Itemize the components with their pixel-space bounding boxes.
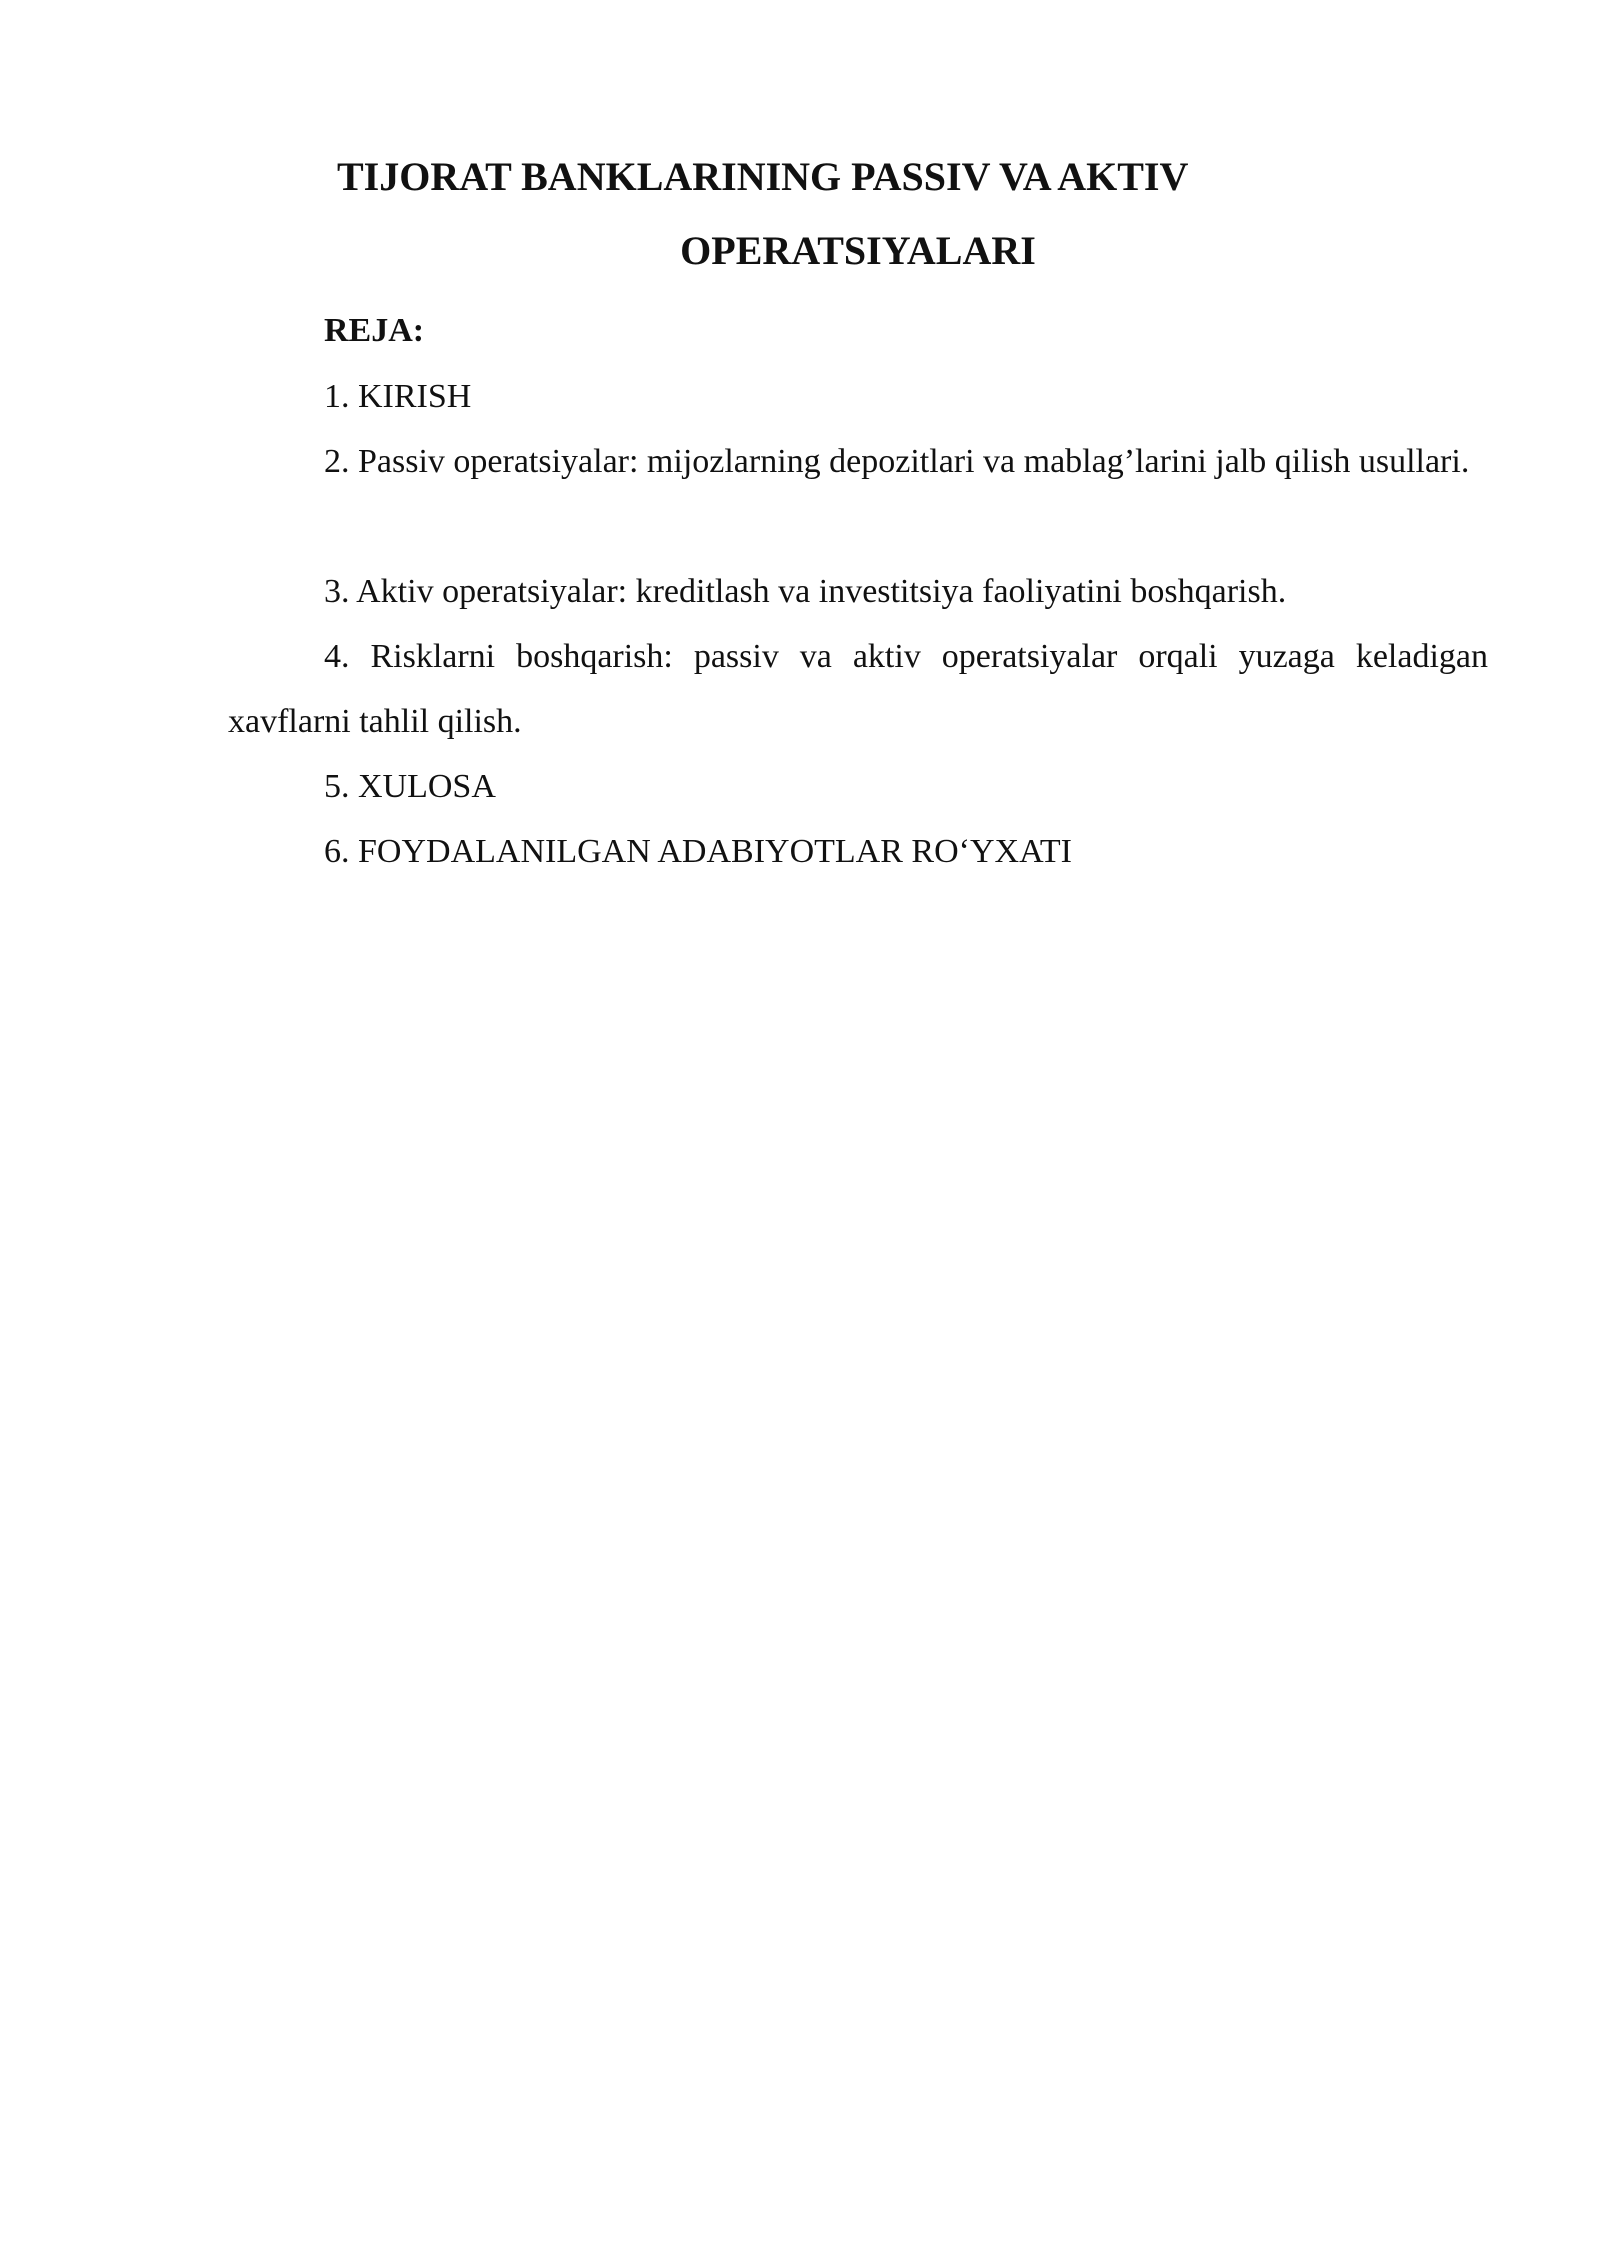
plan-item-3: 3. Aktiv operatsiyalar: kreditlash va investitsiya faoliyatini boshqarish. [324,573,1287,610]
plan-item-4: 4. Risklarni boshqarish: passiv va aktiv operatsiyalar orqali yuzaga keladigan xavflarni tahlil qilish. [228,638,1488,740]
plan-item-5: 5. XULOSA [324,768,496,805]
plan-item-1: 1. KIRISH [324,378,472,415]
plan-item-2: 2. Passiv operatsiyalar: mijozlarning depozitlari va mablag’larini jalb qilish usullari. [324,443,1470,480]
document-title-line-2: OPERATSIYALARI [680,228,1036,273]
plan-heading: REJA: [324,312,425,349]
plan-item-6: 6. FOYDALANILGAN ADABIYOTLAR RO‘YXATI [324,833,1072,870]
document-title-line-1: TIJORAT BANKLARINING PASSIV VA AKTIV [337,154,1189,199]
